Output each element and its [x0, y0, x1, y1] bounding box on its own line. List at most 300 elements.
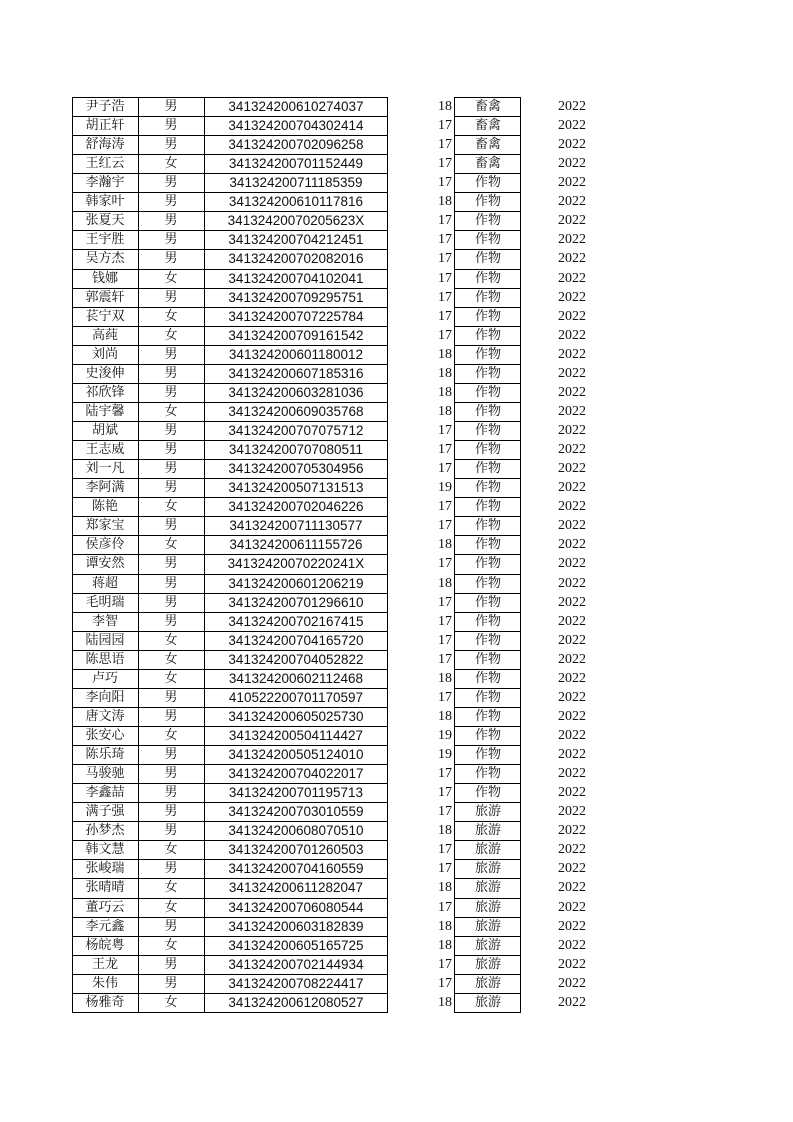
student-major: 作物: [474, 747, 501, 763]
student-name: 史浚伸: [85, 365, 125, 381]
enrollment-year: 2022: [558, 118, 586, 134]
student-major: 作物: [474, 708, 501, 724]
table-row: [0, 269, 793, 288]
student-age: 18: [438, 918, 452, 934]
student-gender: 男: [164, 137, 178, 153]
student-name: 张峻瑞: [85, 861, 125, 877]
table-row: [0, 917, 793, 936]
student-gender: 男: [164, 365, 178, 381]
student-name: 李阿满: [85, 480, 125, 496]
student-id-number: 341324200611282047: [228, 880, 364, 896]
table-row: [0, 688, 793, 707]
student-gender: 男: [164, 384, 178, 400]
student-name: 满子强: [85, 804, 125, 820]
student-gender: 女: [164, 651, 178, 667]
student-id-number: 341324200707225784: [228, 308, 364, 324]
student-id-number: 341324200612080527: [228, 994, 364, 1010]
student-gender: 男: [164, 232, 178, 248]
student-gender: 男: [164, 118, 178, 134]
enrollment-year: 2022: [558, 861, 586, 877]
student-id-number: 341324200711185359: [229, 175, 363, 191]
student-age: 17: [438, 270, 452, 286]
table-row: [0, 249, 793, 268]
table-row: [0, 116, 793, 135]
student-gender: 女: [164, 156, 178, 172]
student-major: 作物: [474, 251, 501, 267]
student-name: 刘一凡: [85, 461, 125, 477]
table-row: [0, 211, 793, 230]
enrollment-year: 2022: [558, 689, 586, 705]
student-gender: 男: [164, 804, 178, 820]
enrollment-year: 2022: [558, 899, 586, 915]
table-row: [0, 726, 793, 745]
student-gender: 女: [164, 327, 178, 343]
enrollment-year: 2022: [558, 442, 586, 458]
table-row: [0, 192, 793, 211]
student-gender: 男: [164, 575, 178, 591]
student-age: 18: [438, 670, 452, 686]
student-major: 旅游: [474, 842, 501, 858]
student-name: 陈艳: [91, 499, 118, 515]
student-id-number: 341324200610274037: [228, 99, 364, 114]
student-age: 19: [438, 747, 452, 763]
table-row: [0, 478, 793, 497]
student-gender: 男: [164, 423, 178, 439]
table-row: [0, 516, 793, 535]
student-id-number: 341324200707075712: [228, 423, 364, 439]
student-gender: 男: [164, 442, 178, 458]
student-id-number: 341324200704212451: [228, 232, 364, 248]
student-major: 作物: [474, 785, 501, 801]
student-name: 王红云: [85, 156, 125, 172]
student-gender: 男: [164, 956, 178, 972]
enrollment-year: 2022: [558, 384, 586, 400]
student-name: 吴方杰: [85, 251, 125, 267]
student-gender: 男: [164, 480, 178, 496]
student-gender: 男: [164, 99, 178, 114]
table-row: [0, 974, 793, 993]
enrollment-year: 2022: [558, 175, 586, 191]
table-row: [0, 554, 793, 573]
enrollment-year: 2022: [558, 842, 586, 858]
student-id-number: 34132420070205623X: [227, 213, 365, 229]
student-age: 17: [438, 251, 452, 267]
student-id-number: 341324200709161542: [228, 327, 364, 343]
student-id-number: 341324200708224417: [228, 975, 364, 991]
student-id-number: 341324200702046226: [228, 499, 364, 515]
enrollment-year: 2022: [558, 518, 586, 534]
table-row: [0, 307, 793, 326]
student-age: 18: [438, 708, 452, 724]
student-age: 17: [438, 156, 452, 172]
student-age: 17: [438, 861, 452, 877]
table-row: [0, 955, 793, 974]
student-major: 旅游: [474, 994, 501, 1010]
table-row: [0, 440, 793, 459]
student-major: 作物: [474, 689, 501, 705]
student-major: 作物: [474, 575, 501, 591]
student-age: 17: [438, 975, 452, 991]
student-id-number: 341324200608070510: [228, 823, 364, 839]
student-id-number: 341324200610117816: [228, 194, 364, 210]
table-row: [0, 878, 793, 897]
student-gender: 男: [164, 461, 178, 477]
student-major: 作物: [474, 289, 501, 305]
enrollment-year: 2022: [558, 346, 586, 362]
student-name: 谭安然: [85, 556, 125, 572]
student-id-number: 341324200601180012: [228, 346, 364, 362]
table-row: [0, 821, 793, 840]
student-age: 17: [438, 785, 452, 801]
table-row: [0, 135, 793, 154]
enrollment-year: 2022: [558, 804, 586, 820]
student-gender: 男: [164, 766, 178, 782]
student-gender: 男: [164, 556, 178, 572]
table-row: [0, 840, 793, 859]
table-row: [0, 631, 793, 650]
student-major: 作物: [474, 461, 501, 477]
student-name: 祁欣锋: [85, 384, 125, 400]
student-age: 19: [438, 480, 452, 496]
student-id-number: 341324200701296610: [228, 594, 364, 610]
student-name: 马骏驰: [85, 766, 125, 782]
student-gender: 男: [164, 823, 178, 839]
student-age: 17: [438, 804, 452, 820]
enrollment-year: 2022: [558, 785, 586, 801]
student-age: 18: [438, 823, 452, 839]
student-age: 17: [438, 423, 452, 439]
student-id-number: 34132420070220241X: [227, 556, 365, 572]
enrollment-year: 2022: [558, 156, 586, 172]
student-major: 旅游: [474, 804, 501, 820]
table-row: [0, 497, 793, 516]
student-name: 韩文慧: [85, 842, 125, 858]
student-id-number: 341324200605165725: [228, 937, 364, 953]
student-id-number: 341324200701152449: [228, 156, 364, 172]
student-age: 17: [438, 842, 452, 858]
table-row: [0, 936, 793, 955]
student-age: 18: [438, 937, 452, 953]
student-gender: 男: [164, 613, 178, 629]
student-name: 卢巧: [91, 670, 118, 686]
student-gender: 男: [164, 213, 178, 229]
student-gender: 女: [164, 937, 178, 953]
student-major: 作物: [474, 194, 501, 210]
student-name: 苌宁双: [85, 308, 125, 324]
student-major: 旅游: [474, 975, 501, 991]
student-major: 作物: [474, 499, 501, 515]
student-name: 孙梦杰: [85, 823, 125, 839]
enrollment-year: 2022: [558, 365, 586, 381]
student-gender: 男: [164, 708, 178, 724]
table-row: [0, 383, 793, 402]
student-name: 王志威: [85, 442, 125, 458]
student-age: 17: [438, 689, 452, 705]
student-gender: 男: [164, 175, 178, 191]
student-age: 19: [438, 727, 452, 743]
student-major: 作物: [474, 727, 501, 743]
student-name: 杨雅奇: [85, 994, 125, 1010]
student-name: 钱娜: [91, 270, 118, 286]
student-age: 17: [438, 175, 452, 191]
student-major: 畜禽: [474, 156, 501, 172]
table-row: [0, 993, 793, 1012]
student-gender: 男: [164, 785, 178, 801]
table-row: [0, 421, 793, 440]
student-major: 作物: [474, 384, 501, 400]
student-age: 17: [438, 308, 452, 324]
table-row: [0, 288, 793, 307]
student-major: 作物: [474, 480, 501, 496]
student-gender: 男: [164, 346, 178, 362]
enrollment-year: 2022: [558, 403, 586, 419]
student-id-number: 341324200602112468: [228, 670, 364, 686]
student-id-number: 341324200702096258: [228, 137, 364, 153]
student-age: 17: [438, 651, 452, 667]
student-gender: 女: [164, 670, 178, 686]
student-major: 作物: [474, 651, 501, 667]
student-name: 舒海涛: [85, 137, 125, 153]
enrollment-year: 2022: [558, 823, 586, 839]
student-major: 旅游: [474, 880, 501, 896]
student-id-number: 341324200609035768: [228, 403, 364, 419]
student-id-number: 410522200701170597: [228, 689, 364, 705]
enrollment-year: 2022: [558, 937, 586, 953]
table-row: [0, 173, 793, 192]
table-row: [0, 97, 793, 116]
enrollment-year: 2022: [558, 632, 586, 648]
student-age: 18: [438, 403, 452, 419]
enrollment-year: 2022: [558, 956, 586, 972]
grid-horizontal-line: [72, 1012, 388, 1013]
student-name: 杨皖粤: [85, 937, 125, 953]
table-row: [0, 154, 793, 173]
enrollment-year: 2022: [558, 880, 586, 896]
student-gender: 女: [164, 842, 178, 858]
table-row: [0, 345, 793, 364]
student-age: 17: [438, 442, 452, 458]
student-name: 李向阳: [85, 689, 125, 705]
student-id-number: 341324200706080544: [228, 899, 364, 915]
student-gender: 男: [164, 518, 178, 534]
table-row: [0, 783, 793, 802]
student-major: 作物: [474, 423, 501, 439]
student-id-number: 341324200702167415: [228, 613, 364, 629]
student-gender: 女: [164, 499, 178, 515]
enrollment-year: 2022: [558, 461, 586, 477]
enrollment-year: 2022: [558, 747, 586, 763]
student-major: 旅游: [474, 937, 501, 953]
student-major: 作物: [474, 403, 501, 419]
table-row: [0, 593, 793, 612]
table-row: [0, 898, 793, 917]
student-id-number: 341324200709295751: [228, 289, 364, 305]
student-age: 17: [438, 899, 452, 915]
student-id-number: 341324200704102041: [228, 270, 364, 286]
enrollment-year: 2022: [558, 727, 586, 743]
student-gender: 男: [164, 251, 178, 267]
student-gender: 女: [164, 994, 178, 1010]
student-id-number: 341324200703010559: [228, 804, 364, 820]
student-major: 畜禽: [474, 137, 501, 153]
student-id-number: 341324200605025730: [228, 708, 364, 724]
student-age: 18: [438, 346, 452, 362]
table-row: [0, 745, 793, 764]
student-name: 李元鑫: [85, 918, 125, 934]
enrollment-year: 2022: [558, 270, 586, 286]
student-name: 毛明瑞: [85, 594, 125, 610]
enrollment-year: 2022: [558, 537, 586, 553]
student-major: 作物: [474, 518, 501, 534]
student-age: 17: [438, 137, 452, 153]
student-age: 17: [438, 499, 452, 515]
table-row: [0, 364, 793, 383]
student-gender: 女: [164, 880, 178, 896]
student-gender: 女: [164, 270, 178, 286]
student-major: 作物: [474, 327, 501, 343]
student-age: 18: [438, 537, 452, 553]
student-name: 陆园园: [85, 632, 125, 648]
enrollment-year: 2022: [558, 575, 586, 591]
table-row: [0, 859, 793, 878]
student-major: 旅游: [474, 956, 501, 972]
student-gender: 男: [164, 918, 178, 934]
student-name: 张安心: [85, 727, 125, 743]
student-age: 17: [438, 766, 452, 782]
student-id-number: 341324200701195713: [228, 785, 364, 801]
student-gender: 女: [164, 632, 178, 648]
student-id-number: 341324200607185316: [228, 365, 364, 381]
enrollment-year: 2022: [558, 327, 586, 343]
student-id-number: 341324200603182839: [228, 918, 364, 934]
student-gender: 男: [164, 861, 178, 877]
student-age: 17: [438, 213, 452, 229]
enrollment-year: 2022: [558, 766, 586, 782]
student-name: 韩家叶: [85, 194, 125, 210]
student-major: 作物: [474, 594, 501, 610]
enrollment-year: 2022: [558, 99, 586, 114]
student-major: 作物: [474, 213, 501, 229]
enrollment-year: 2022: [558, 213, 586, 229]
enrollment-year: 2022: [558, 232, 586, 248]
student-name: 李瀚宇: [85, 175, 125, 191]
student-name: 尹子浩: [85, 99, 125, 114]
student-age: 17: [438, 613, 452, 629]
student-name: 胡斌: [91, 423, 118, 439]
student-major: 作物: [474, 766, 501, 782]
student-name: 刘尚: [91, 346, 118, 362]
student-age: 18: [438, 384, 452, 400]
student-name: 陈乐琦: [85, 747, 125, 763]
student-id-number: 341324200704302414: [228, 118, 364, 134]
student-name: 蒋超: [91, 575, 118, 591]
student-major: 作物: [474, 232, 501, 248]
student-major: 旅游: [474, 899, 501, 915]
student-id-number: 341324200704022017: [228, 766, 364, 782]
student-age: 18: [438, 880, 452, 896]
student-age: 18: [438, 365, 452, 381]
student-name: 董巧云: [85, 899, 125, 915]
student-age: 18: [438, 194, 452, 210]
student-age: 17: [438, 289, 452, 305]
enrollment-year: 2022: [558, 994, 586, 1010]
table-row: [0, 650, 793, 669]
student-age: 17: [438, 232, 452, 248]
enrollment-year: 2022: [558, 613, 586, 629]
student-id-number: 341324200705304956: [228, 461, 364, 477]
enrollment-year: 2022: [558, 918, 586, 934]
table-row: [0, 459, 793, 478]
student-major: 作物: [474, 556, 501, 572]
student-major: 作物: [474, 346, 501, 362]
student-major: 旅游: [474, 861, 501, 877]
student-age: 17: [438, 518, 452, 534]
student-major: 作物: [474, 308, 501, 324]
student-id-number: 341324200702082016: [228, 251, 364, 267]
table-row: [0, 230, 793, 249]
student-gender: 男: [164, 689, 178, 705]
table-row: [0, 574, 793, 593]
enrollment-year: 2022: [558, 499, 586, 515]
student-name: 高莼: [91, 327, 118, 343]
student-id-number: 341324200601206219: [228, 575, 364, 591]
student-id-number: 341324200704052822: [228, 651, 364, 667]
enrollment-year: 2022: [558, 594, 586, 610]
enrollment-year: 2022: [558, 289, 586, 305]
student-id-number: 341324200704160559: [228, 861, 364, 877]
student-id-number: 341324200611155726: [229, 537, 363, 553]
student-name: 张夏天: [85, 213, 125, 229]
enrollment-year: 2022: [558, 137, 586, 153]
student-gender: 女: [164, 727, 178, 743]
student-major: 作物: [474, 175, 501, 191]
student-gender: 男: [164, 594, 178, 610]
student-name: 郑家宝: [85, 518, 125, 534]
student-id-number: 341324200507131513: [228, 480, 364, 496]
student-id-number: 341324200504114427: [228, 727, 364, 743]
student-name: 王龙: [91, 956, 118, 972]
student-name: 张晴晴: [85, 880, 125, 896]
student-id-number: 341324200603281036: [228, 384, 364, 400]
student-age: 17: [438, 327, 452, 343]
student-major: 畜禽: [474, 99, 501, 114]
student-gender: 女: [164, 537, 178, 553]
enrollment-year: 2022: [558, 194, 586, 210]
student-name: 侯彦伶: [85, 537, 125, 553]
enrollment-year: 2022: [558, 708, 586, 724]
enrollment-year: 2022: [558, 651, 586, 667]
student-age: 17: [438, 594, 452, 610]
table-row: [0, 707, 793, 726]
student-major: 作物: [474, 270, 501, 286]
student-name: 李智: [91, 613, 118, 629]
table-row: [0, 669, 793, 688]
student-gender: 男: [164, 289, 178, 305]
student-id-number: 341324200505124010: [228, 747, 364, 763]
student-name: 李鑫喆: [85, 785, 125, 801]
student-id-number: 341324200707080511: [228, 442, 364, 458]
grid-horizontal-line: [454, 1012, 521, 1013]
student-name: 胡正轩: [85, 118, 125, 134]
student-id-number: 341324200704165720: [228, 632, 364, 648]
enrollment-year: 2022: [558, 480, 586, 496]
student-age: 17: [438, 118, 452, 134]
student-major: 作物: [474, 442, 501, 458]
student-gender: 男: [164, 194, 178, 210]
student-name: 朱伟: [91, 975, 118, 991]
student-name: 陈思语: [85, 651, 125, 667]
student-name: 王宇胜: [85, 232, 125, 248]
